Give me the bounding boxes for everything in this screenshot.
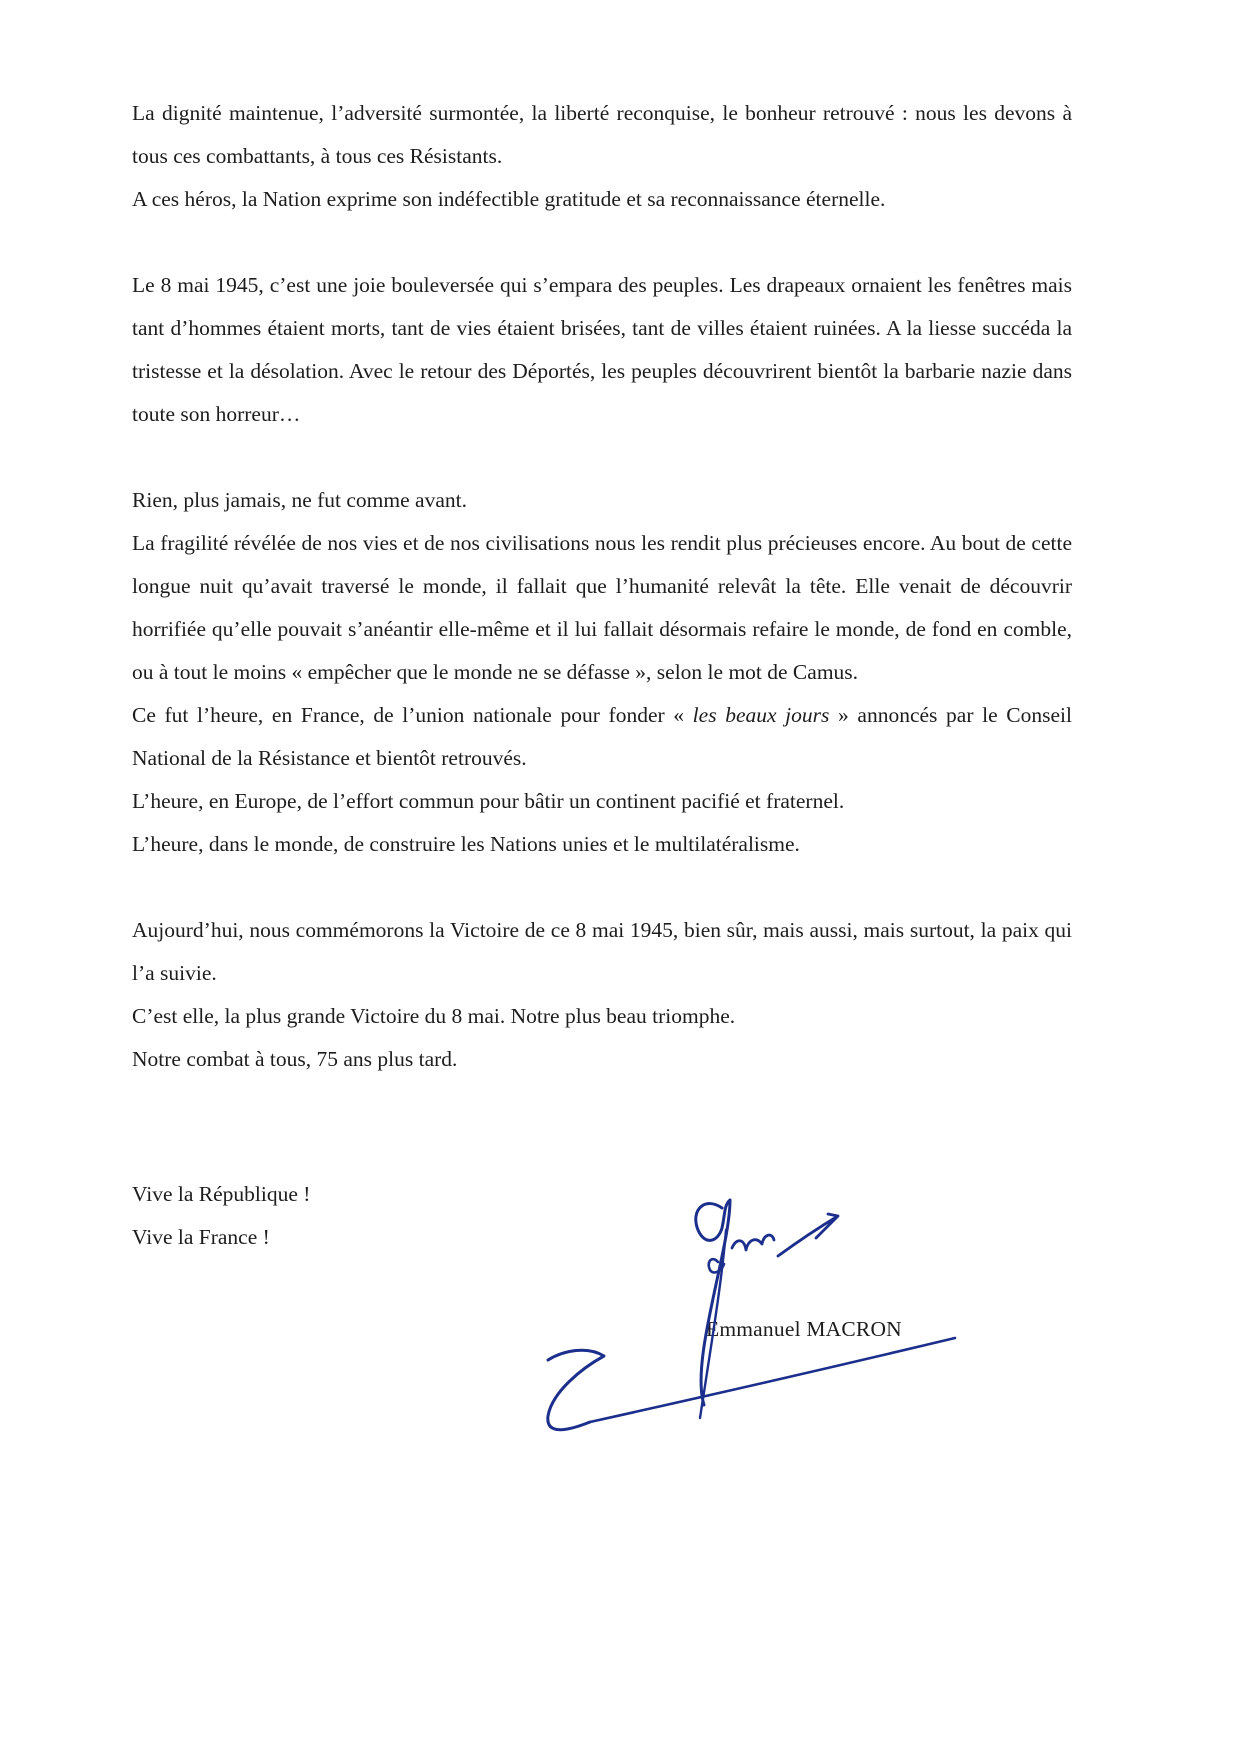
signature-ink — [500, 1170, 1020, 1490]
closing-france: Vive la France ! — [132, 1225, 270, 1249]
paragraph-dignity: La dignité maintenue, l’adversité surmontée, la liberté reconquise, le bonheur retrouvé : nous les devons à tous ces combattants, à tous ces Résistants. — [132, 101, 1072, 168]
signature-stroke-underline — [590, 1338, 955, 1422]
paragraph-europe: L’heure, en Europe, de l’effort commun pour bâtir un continent pacifié et fraternel. — [132, 789, 845, 813]
letter-body — [132, 92, 1072, 1081]
france-union-text-end: » annoncés par le Conseil National de la Résistance et bientôt retrouvés. — [132, 703, 1072, 770]
signature-stroke-flourish — [778, 1214, 838, 1256]
signer-name: Emmanuel MACRON — [706, 1317, 902, 1341]
france-union-text-start: Ce fut l’heure, en France, de l’union nationale pour fonder « — [132, 703, 693, 727]
paragraph-france-union — [132, 694, 1072, 780]
paragraph-gratitude: A ces héros, la Nation exprime son indéfectible gratitude et sa reconnaissance éternelle. — [132, 187, 886, 211]
beaux-jours-quote: les beaux jours — [692, 703, 830, 727]
paragraph-our-fight: Notre combat à tous, 75 ans plus tard. — [132, 1047, 458, 1071]
paragraph-commemoration: Aujourd’hui, nous commémorons la Victoire de ce 8 mai 1945, bien sûr, mais aussi, mais surtout, la paix qui l’a suivie. — [132, 918, 1072, 985]
paragraph-fragility: La fragilité révélée de nos vies et de nos civilisations nous les rendit plus précieuses encore. Au bout de cette longue nuit qu’avait traversé le monde, il fallait que l’humanité relevât la tête. Elle venait de découvrir horrifiée qu’elle pouvait s’anéantir elle-même et il lui fallait désormais refaire le monde, de fond en comble, ou à tout le moins « empêcher que le monde ne se défasse », selon le mot de Camus. — [132, 531, 1072, 684]
paragraph-greatest-victory: C’est elle, la plus grande Victoire du 8 mai. Notre plus beau triomphe. — [132, 1004, 736, 1028]
handwritten-signature — [500, 1170, 1020, 1490]
paragraph-nothing-same: Rien, plus jamais, ne fut comme avant. — [132, 488, 467, 512]
closing-block — [132, 1173, 310, 1259]
paragraph-8-may-1945: Le 8 mai 1945, c’est une joie bouleversée qui s’empara des peuples. Les drapeaux ornaient les fenêtres mais tant d’hommes étaient morts, tant de vies étaient brisées, tant de villes étaient ruinées. A la liesse succéda la tristesse et la désolation. Avec le retour des Déportés, les peuples découvrirent bientôt la barbarie nazie dans toute son horreur… — [132, 273, 1072, 426]
closing-republique: Vive la République ! — [132, 1182, 311, 1206]
signature-stroke-letters — [732, 1235, 774, 1250]
signature-stroke-z — [548, 1350, 604, 1430]
paragraph-world: L’heure, dans le monde, de construire les Nations unies et le multilatéralisme. — [132, 832, 800, 856]
